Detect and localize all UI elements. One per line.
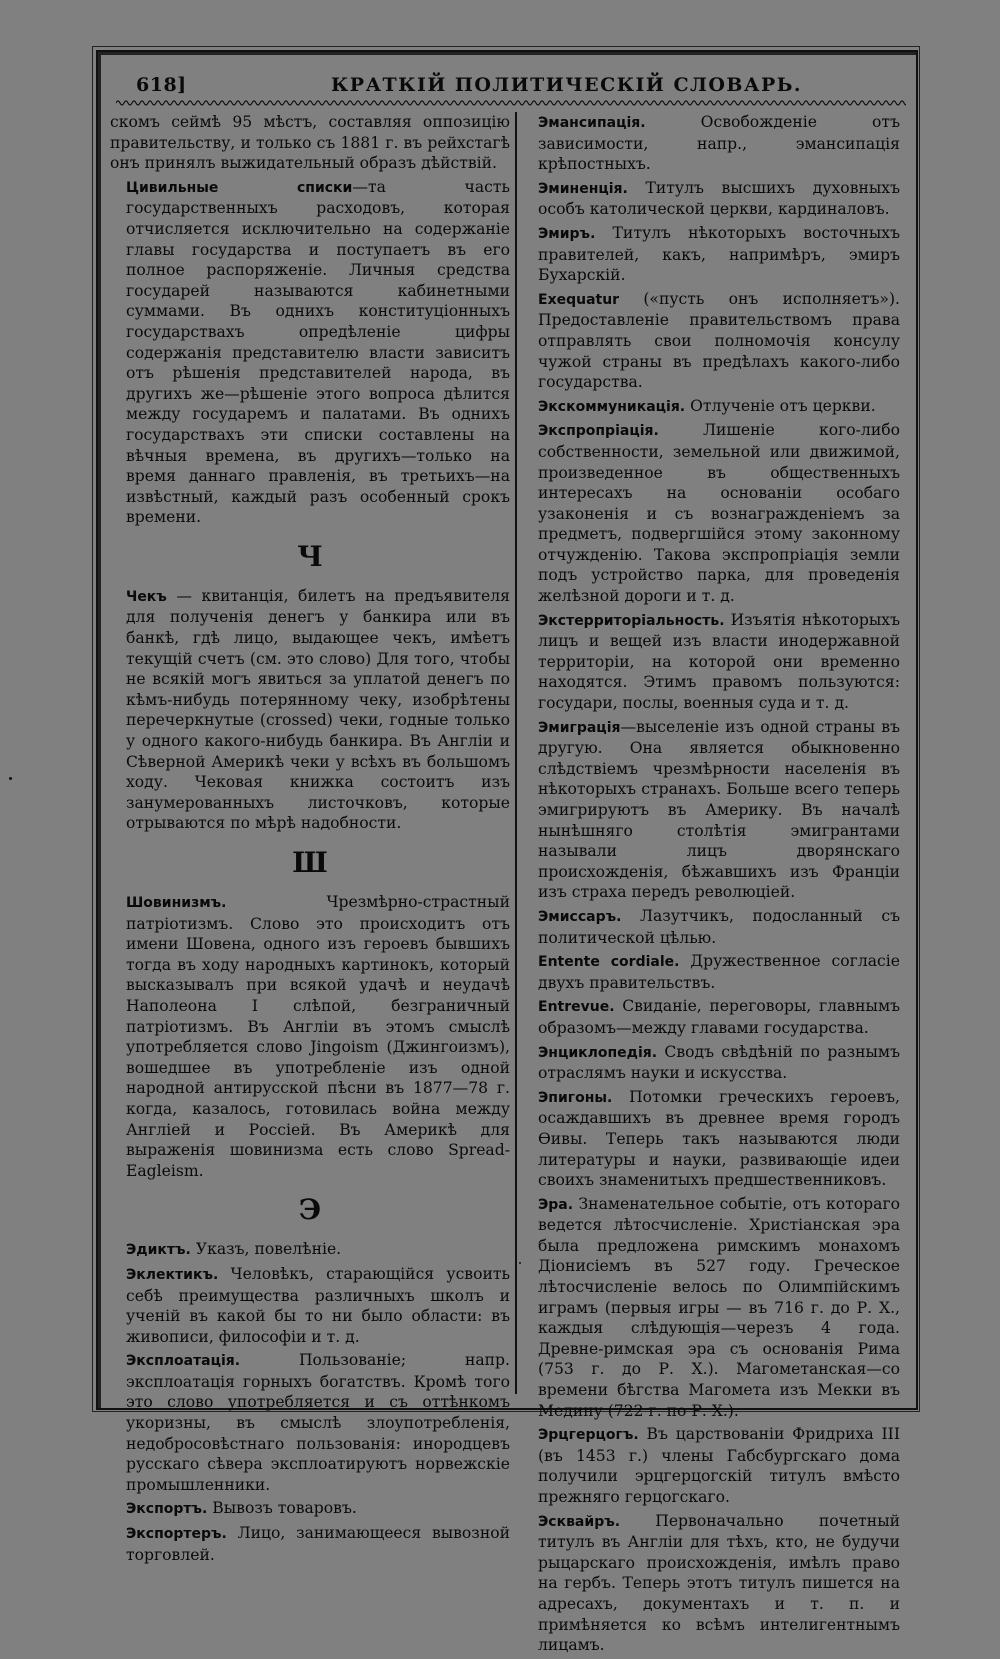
dictionary-entry (110, 1239, 510, 1261)
entry-definition: Дружественное согласіе двухъ правительствъ. (538, 952, 900, 992)
entry-definition: Изъятія нѣкоторыхъ лицъ и вещей изъ власти инодержавной территоріи, на которой они временно находятся. Этимъ правомъ пользуются: государи, послы, военныя суда и т. д. (538, 610, 900, 713)
entry-term: Эдиктъ. (126, 1242, 191, 1259)
entry-definition: Сводъ свѣдѣній по разнымъ отраслямъ науки и искусства. (538, 1042, 900, 1083)
entry-term: Эминенція. (538, 180, 628, 197)
entry-term: Эсквайръ. (538, 1513, 621, 1530)
dictionary-entry (522, 1042, 900, 1084)
continuation-text: скомъ сеймѣ 95 мѣстъ, составляя оппозицію правительству, и только съ 1881 г. въ рейхстагѣ онъ принялъ выжидательный образъ дѣйствій. (110, 113, 510, 173)
entry-definition: —та часть государственныхъ расходовъ, которая отчисляется исключительно на содержаніе главы государства и поступаетъ въ его полное распоряженіе. Личныя средства государей называются кабинетными суммами. Въ однихъ конституціонныхъ государствахъ опредѣленіе цифры содержанія представителю власти зависитъ отъ рѣшенія представителей народа, въ другихъ же—рѣшеніе этого вопроса дѣлится между государемъ и палатами. Въ однихъ государствахъ эти списки составлены на вѣчныя времена, въ другихъ—только на время даннаго правленія, въ третьихъ—на извѣстный, каждый разъ особенный срокъ времени. (126, 177, 511, 527)
dictionary-entry (110, 1523, 510, 1565)
entry-definition: Титулъ высшихъ духовныхъ особъ католической церкви, кардиналовъ. (538, 178, 900, 219)
dictionary-entry (522, 996, 900, 1038)
dictionary-entry (522, 1424, 900, 1507)
entry-term: Exequatur (538, 291, 620, 308)
dictionary-entry (522, 1194, 900, 1422)
entry-definition: Освобожденіе отъ зависимости, напр., эмансипація крѣпостныхъ. (538, 113, 900, 174)
entry-definition: Вывозъ товаровъ. (207, 1499, 357, 1518)
entry-definition: Свиданіе, переговоры, главнымъ образомъ—между главами государства. (538, 997, 900, 1037)
entry-definition: Титулъ нѣкоторыхъ восточныхъ правителей, какъ, напримѣръ, эмиръ Бухарскій. (538, 223, 900, 285)
entry-term: Цивильные списки (126, 179, 353, 196)
dictionary-entry (522, 289, 900, 393)
entry-term: Шовинизмъ. (126, 895, 227, 911)
dictionary-entry (522, 396, 900, 418)
entry-definition: Въ царствованіи Фридриха III (въ 1453 г.) члены Габсбургскаго дома получили эрцгерцогскій титулъ вмѣсто прежняго герцогскаго. (538, 1425, 900, 1506)
entry-term: Экстерриторіальность. (538, 612, 725, 629)
dictionary-entry (522, 112, 900, 175)
dictionary-entry (522, 610, 900, 714)
dictionary-entry (110, 1264, 510, 1347)
entry-term: Entente cordiale. (538, 954, 680, 971)
dictionary-entry (110, 586, 510, 834)
entry-term: Эпигоны. (538, 1089, 613, 1106)
dictionary-entry (522, 1087, 900, 1191)
entry-term: Эклектикъ. (126, 1266, 219, 1283)
entry-definition: Пользованіе; напр. эксплоатація горныхъ богатствъ. Кромѣ того это слово употребляется и съ оттѣнкомъ укоризны, въ смыслѣ злоупотребленія, недобросовѣстнаго пользованія: инородцевъ русскаго сѣвера эксплоатируютъ норвежскіе промышленники. (126, 1351, 510, 1494)
entry-definition: Лазутчикъ, подосланный съ политической цѣлью. (538, 906, 900, 947)
section-letter-ch: Ч (297, 539, 323, 573)
dictionary-entry (110, 1498, 510, 1520)
dictionary-entry (110, 892, 510, 1181)
dictionary-entry (110, 177, 510, 528)
dictionary-entry (522, 178, 900, 220)
entry-term: Экспортеръ. (126, 1526, 227, 1543)
entry-definition: Чрезмѣрно-страстный патріотизмъ. Слово это происходитъ отъ имени Шовена, одного изъ героевъ бывшихъ тогда въ ходу народныхъ картинокъ, который высказывалъ при всякой удачѣ и неудачѣ Наполеона I слѣпой, безграничный патріотизмъ. Въ Англіи въ этомъ смыслѣ употребляется слово Jingoism (Джингоизмъ), вошедшее въ употребленіе изъ одной народной антирусской пѣсни въ 1877—78 г. когда, казалось, готовилась война между Англіей и Россіей. Въ Америкѣ для выраженія шовинизма есть слово Spread-Eagleism. (126, 893, 510, 1180)
section-letter-sh: Ш (292, 846, 328, 879)
dictionary-entry (522, 420, 900, 606)
entry-term: Эра. (538, 1196, 574, 1213)
entry-term: Эмансипація. (538, 115, 646, 131)
entry-definition: — квитанція, билетъ на предъявителя для полученія денегъ у банкира или въ банкѣ, гдѣ лицо, выдающее чекъ, имѣетъ текущій счетъ (см. это слово) Для того, чтобы не всякій могъ явиться за уплатой денегъ по кѣмъ-нибудь потерянному чеку, изобрѣтены перечеркнутые (crossed) чеки, годные только у одного какого-нибудь банкира. Въ Англіи и Сѣверной Америкѣ чеки у всѣхъ въ большомъ ходу. Чековая книжка состоитъ изъ занумерованныхъ листочковъ, которые отрываются по мѣрѣ надобности. (126, 586, 510, 833)
entry-term: Энциклопедія. (538, 1044, 658, 1061)
entry-definition: Первоначально почетный титулъ въ Англіи для тѣхъ, кто, не будучи рыцарскаго происхожденія, имѣлъ право на гербъ. Теперь этотъ титулъ пишется на адресахъ, документахъ и т. п. и примѣняется ко всѣмъ интелигентнымъ лицамъ. (538, 1511, 900, 1655)
dictionary-entry (522, 906, 900, 948)
entry-definition: Лишеніе кого-либо собственности, земельной или движимой, произведенное въ общественныхъ интересахъ на основаніи особаго узаконенія и съ вознагражденіемъ за предметъ, подвергшійся этому законному отчужденію. Такова экспропріація земли подъ устройство парка, для проведенія желѣзной дороги и т. д. (538, 421, 900, 606)
entry-term: Чекъ (126, 588, 167, 605)
entry-definition: Потомки греческихъ героевъ, осаждавшихъ въ древнее время городъ Ѳивы. Теперь такъ называются люди литературы и науки, развивающіе идеи своихъ знаменитыхъ предшественниковъ. (538, 1087, 900, 1190)
dictionary-entry (522, 223, 900, 286)
dictionary-entry (522, 717, 900, 903)
left-column (110, 112, 510, 1568)
column-divider (515, 112, 517, 1394)
entry-term: Экскоммуникація. (538, 398, 686, 415)
page-title: КРАТКІЙ ПОЛИТИЧЕСКІЙ СЛОВАРЬ. (331, 74, 803, 96)
page-number: 618] (136, 74, 187, 96)
entry-definition: Лицо, занимающееся вывозной торговлей. (126, 1524, 510, 1564)
dictionary-entry (110, 1350, 510, 1495)
entry-term: Эксплоатація. (126, 1353, 241, 1370)
section-letter-e: Э (298, 1193, 322, 1227)
scan-speck (9, 777, 12, 780)
entry-term: Эмиръ. (538, 225, 596, 242)
entry-term: Entrevue. (538, 999, 615, 1016)
entry-term: Эрцгерцогъ. (538, 1427, 639, 1444)
entry-definition: Человѣкъ, старающійся усвоить себѣ преимущества различныхъ школъ и ученій въ какой бы то ни было области: въ живописи, философіи и т. д. (126, 1264, 510, 1346)
entry-definition: Знаменательное событіе, отъ котораго ведется лѣтосчисленіе. Христіанская эра была предложена римскимъ монахомъ Діонисіемъ въ 527 году. Греческое лѣтосчисленіе велось по Олимпійскимъ играмъ (первыя игры — въ 716 г. до Р. Х., каждыя слѣдующія—черезъ 4 года. Древне-римская эра съ основанія Рима (753 г. до Р. Х.). Магометанская—со времени бѣгства Магомета изъ Мекки въ Медину (722 г. по Р. Х.). (538, 1194, 900, 1420)
scan-speck (519, 1262, 521, 1264)
right-column (522, 112, 900, 1659)
entry-term: Эмиссаръ. (538, 908, 622, 925)
entry-definition: Отлученіе отъ церкви. (685, 396, 876, 415)
entry-definition: —выселеніе изъ одной страны въ другую. Она является обыкновенно слѣдствіемъ чрезмѣрности населенія въ нѣкоторыхъ странахъ. Больше всего теперь эмигрируютъ въ Америку. Въ началѣ нынѣшняго столѣтія эмигрантами называли лицъ дворянскаго происхожденія, бѣжавшихъ изъ Франціи изъ страха передъ революціей. (538, 717, 900, 902)
dictionary-entry (522, 1511, 900, 1656)
header-wavy-rule (116, 98, 906, 108)
entry-term: Экспропріація. (538, 423, 659, 440)
dictionary-entry (522, 951, 900, 993)
page-header (96, 62, 918, 102)
entry-definition: («пусть онъ исполняетъ»). Предоставленіе правительствомъ права отправлять свои полномочія консулу чужой страны въ предѣлахъ какого-либо государства. (538, 289, 900, 392)
entry-term: Эмиграція (538, 719, 621, 736)
entry-term: Экспортъ. (126, 1501, 208, 1518)
entry-definition: Указъ, повелѣніе. (190, 1240, 342, 1259)
